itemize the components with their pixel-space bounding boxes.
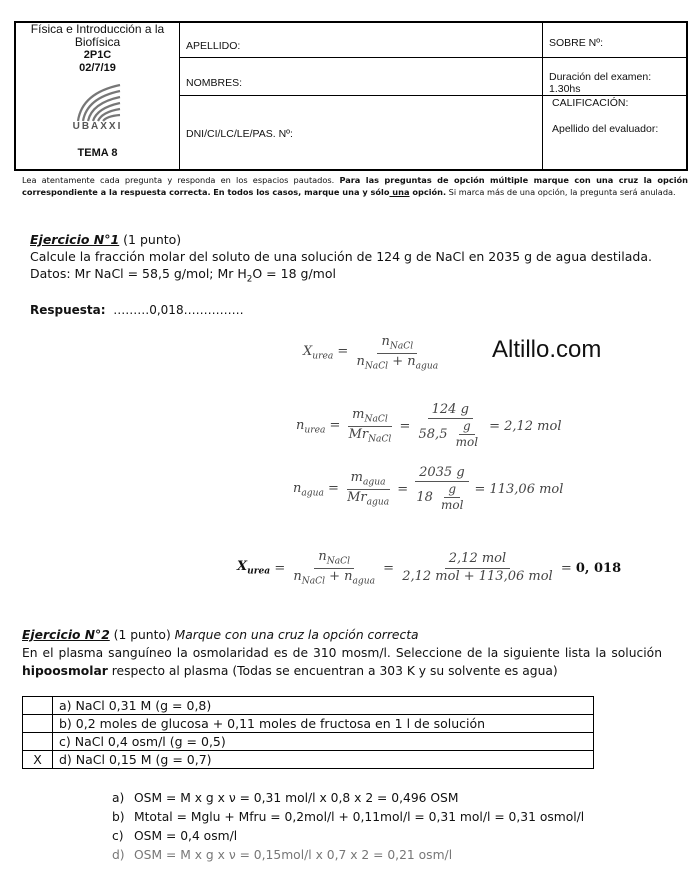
ex2-options-table (22, 696, 594, 769)
equation-1: $X_{urea}$ = $\frac{n_{NaCl}}{n_{NaCl} + n_{agua}}$ (303, 334, 439, 372)
equation-3: $n_{agua}$ = $\frac{m_{agua}}{Mr_{agua}}$ = 2035 g 18 $\frac{g}{\text{mol}}$ = 113,06 mol (293, 465, 564, 513)
evaluador-field[interactable]: Apellido del evaluador: (552, 123, 659, 135)
option-text: c) NaCl 0,4 osm/l (g = 0,5) (53, 733, 594, 751)
equation-4: $X_{urea}$ = $\frac{n_{NaCl}}{n_{NaCl} + n_{agua}}$ = $\frac{\text{2,12 mol}}{\text{2,12 mol + 113,06 mol}}$ = 0, 018 (237, 549, 622, 587)
option-mark-cell[interactable]: X (23, 751, 53, 769)
solution-text: OSM = 0,4 osm/l (134, 829, 238, 843)
instructions-part1: Lea atentamente cada pregunta y responda en los espacios pautados. (22, 175, 335, 185)
ex1-points: (1 punto) (119, 232, 182, 247)
solution-item (112, 789, 584, 808)
course-group: 2P1C (83, 49, 112, 61)
apellido-field[interactable]: APELLIDO: (186, 40, 241, 52)
course-title-line2: Biofísica (74, 35, 121, 49)
sobre-field[interactable]: SOBRE Nº: (549, 37, 604, 49)
ex2-statement-2: hipoosmolar respecto al plasma (Todas se encuentran a 303 K y su solvente es agua) (22, 664, 558, 678)
ex1-title: Ejercicio N°1 (30, 232, 120, 247)
equation-2: $n_{urea}$ = $\frac{m_{NaCl}}{Mr_{NaCl}}$ = 124 g 58,5 $\frac{g}{\text{mol}}$ = 2,12 mol (296, 402, 562, 450)
option-mark-cell[interactable] (23, 733, 53, 751)
ex1-answer (30, 303, 244, 317)
instructions-part3: En todos los casos, marque una y sólo (213, 186, 390, 197)
solution-item (112, 827, 584, 846)
solution-text: OSM = M x g x ν = 0,31 mol/l x 0,8 x 2 = 0,496 OSM (134, 791, 459, 805)
logo-text: UBAXXI (72, 121, 123, 132)
ex2-statement-1: En el plasma sanguíneo la osmolaridad es de 310 mosm/l. Seleccione de la siguiente lista la solución (22, 646, 662, 660)
option-row[interactable] (23, 715, 594, 733)
ex2-solutions (112, 789, 584, 865)
option-row[interactable] (23, 733, 594, 751)
option-text: b) 0,2 moles de glucosa + 0,11 moles de fructosa en 1 l de solución (53, 715, 594, 733)
dni-field[interactable]: DNI/CI/LC/LE/PAS. Nº: (186, 128, 293, 140)
instructions-part5: Si marca más de una opción, la pregunta será anulada. (446, 186, 676, 197)
tema-label: TEMA 8 (77, 147, 118, 159)
option-text: d) NaCl 0,15 M (g = 0,7) (53, 751, 594, 769)
instructions-underline: una (389, 186, 410, 197)
instructions-part4: opción. (409, 186, 447, 197)
ex1-answer-label: Respuesta: (30, 303, 106, 317)
exam-date: 02/7/19 (79, 62, 116, 74)
solution-text: OSM = M x g x ν = 0,15mol/l x 0,7 x 2 = 0,21 osm/l (134, 848, 453, 862)
solution-item (112, 846, 584, 865)
option-mark-cell[interactable] (23, 715, 53, 733)
ex1-answer-value[interactable]: ………0,018…………… (113, 303, 244, 317)
option-row[interactable] (23, 751, 594, 769)
nombres-field[interactable]: NOMBRES: (186, 77, 243, 89)
ex1-data: Datos: Mr NaCl = 58,5 g/mol; Mr $H_2O = 18$ g/mol (30, 266, 336, 285)
solution-text: Mtotal = Mglu + Mfru = 0,2mol/l + 0,11mol/l = 0,31 mol/l = 0,31 osmol/l (134, 810, 585, 824)
option-row[interactable] (23, 697, 594, 715)
option-text: a) NaCl 0,31 M (g = 0,8) (53, 697, 594, 715)
solution-label: c) (112, 829, 124, 843)
ex1-statement: Calcule la fracción molar del soluto de una solución de 124 g de NaCl en 2035 g de agua destilada. (30, 249, 652, 264)
instructions (22, 175, 688, 198)
ubaxxi-logo-icon (74, 81, 124, 123)
ex1-final-result: 0, 018 (575, 560, 622, 576)
ex2-title: Ejercicio N°2 (22, 628, 110, 642)
course-title-line1: Física e Introducción a la (30, 22, 165, 36)
solution-item (112, 808, 584, 827)
instructions-part2: Para las preguntas de opción múltiple marque con una cruz la opción correspondiente a la respuesta correcta. (22, 175, 688, 197)
exercise-1 (30, 231, 652, 289)
exam-header (14, 21, 688, 171)
calificacion-field[interactable]: CALIFICACIÓN: (552, 97, 629, 109)
solution-label: d) (112, 848, 125, 862)
solution-label: a) (112, 791, 125, 805)
duracion-label: Duración del examen: (549, 71, 652, 83)
solution-label: b) (112, 810, 125, 824)
exercise-2: Ejercicio N°2 (1 punto) Marque con una cruz la opción correcta En el plasma sanguíneo la osmolaridad es de 310 mosm/l. Seleccione de la siguiente lista la solución hipoosmolar respecto al plasma (Todas se encuentran a 303 K y su solvente es agua) (22, 628, 662, 678)
duracion-value: 1.30hs (549, 83, 581, 95)
watermark: Altillo.com (492, 336, 602, 363)
option-mark-cell[interactable] (23, 697, 53, 715)
ex2-instruction: Marque con una cruz la opción correcta (174, 628, 419, 642)
